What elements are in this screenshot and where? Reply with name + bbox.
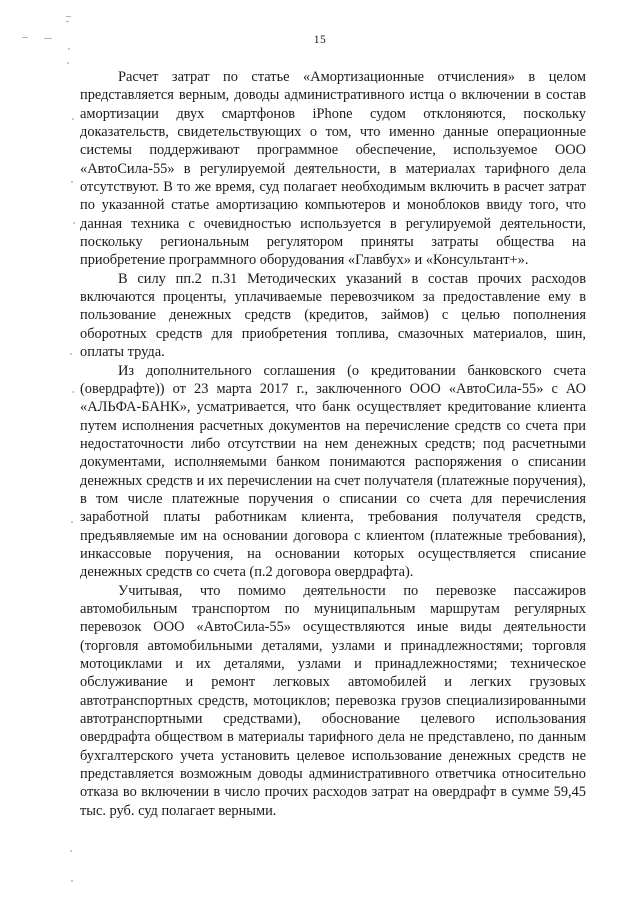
scan-artifact [71,181,73,183]
scan-artifact [72,118,74,120]
scan-artifact [70,353,72,355]
scan-artifact [66,21,69,22]
scan-artifact [71,521,73,523]
paragraph-conclusion: Учитывая, что помимо деятельности по перевозке пассажиров автомобильным транспортом по муниципальным маршрутам регулярных перевозок ООО «АвтоСила-55» осуществляются иные виды деятельности (торговля автомобильными деталями, узлами и принадлежностями; торговля мотоциклами и их деталями, узлами и принадлежностями; техническое обслуживание и ремонт легковых автомобилей и легких грузовых автотранспортных средств, мотоциклов; перевозка грузов специализированными автотранспортными средствами), обоснование целевого использования овердрафта обществом в материалы тарифного дела не представлено, по данным бухгалтерского учета установить целевое использование денежных средств не представляется возможным доводы административного ответчика относительно отказа во включении в число прочих расходов затрат на овердрафт в сумме 59,45 тыс. руб. суд полагает верными. [80,582,586,819]
paragraph-depreciation: Расчет затрат по статье «Амортизационные отчисления» в целом представляется верным, доводы административного истца о включении в состав амортизации двух смартфонов iPhone судом отклоняются, поскольку доказательств, свидетельствующих о том, что именно данные операционные системы поддерживают программное обеспечение, используемое ООО «АвтоСила-55» в регулируемой деятельности, в материалах тарифного дела отсутствуют. В то же время, суд полагает необходимым включить в расчет затрат по указанной статье амортизацию компьютеров и моноблоков ввиду того, что данная техника с очевидностью используется в регулируемой деятельности, поскольку региональным регулятором приняты затраты общества на приобретение программного оборудования «Главбух» и «Консультант+». [80,69,586,269]
paragraph-other-expenses: В силу пп.2 п.31 Методических указаний в состав прочих расходов включаются проценты, уплачиваемые перевозчиком за предоставление ему в пользование денежных средств (кредитов, займов) с целью пополнения оборотных средств для приобретения топлива, смазочных материалов, шин, оплаты труда. [80,270,586,361]
scan-artifact [70,850,72,852]
scan-artifact [73,222,75,224]
document-body [80,68,586,820]
scan-artifact [72,391,74,393]
scan-artifact [66,16,71,17]
scan-artifact [71,880,73,882]
scan-artifact [67,62,69,64]
scan-artifact [68,48,70,50]
page-number: 15 [313,34,327,46]
paragraph-overdraft-agreement: Из дополнительного соглашения (о кредитовании банковского счета (овердрафте)) от 23 марта 2017 г., заключенного ООО «АвтоСила-55» с АО «АЛЬФА-БАНК», усматривается, что банк осуществляет кредитование клиента путем исполнения расчетных документов на перечисление средств со счета при недостаточности либо отсутствии на нем денежных средств; под расчетными документами, исполняемыми банком понимаются распоряжения о списании денежных средств и их перечислении на счет получателя (платежные поручения), в том числе платежные поручения о списании со счета для перечисления заработной платы работникам клиента, требования получателя средств, предъявляемые им на основании договора с клиентом (платежные требования), инкассовые поручения, на основании которых осуществляется списание денежных средств со счета (п.2 договора овердрафта). [80,362,586,581]
